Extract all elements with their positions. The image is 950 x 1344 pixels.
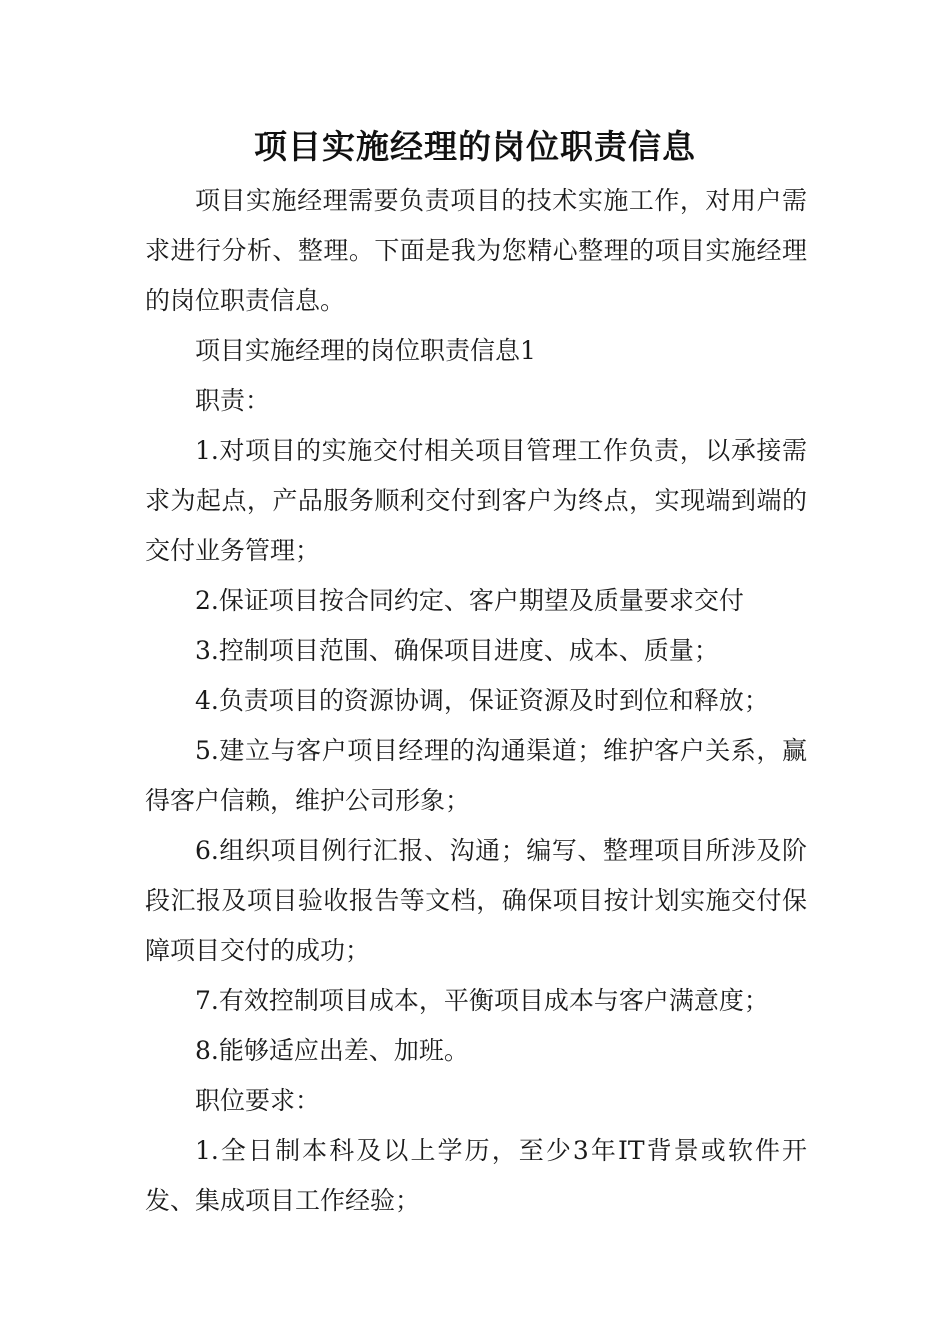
duty-item: 3.控制项目范围、确保项目进度、成本、质量； bbox=[195, 636, 719, 665]
duty-item: 6.组织项目例行汇报、沟通；编写、整理项目所涉及阶段汇报及项目验收报告等文档，确保项目按计划实施交付保障项目交付的成功； bbox=[145, 836, 807, 965]
duty-item: 1.对项目的实施交付相关项目管理工作负责，以承接需求为起点，产品服务顺利交付到客户为终点，实现端到端的交付业务管理； bbox=[145, 436, 807, 565]
document-title: 项目实施经理的岗位职责信息 bbox=[254, 127, 696, 166]
duty-item: 2.保证项目按合同约定、客户期望及质量要求交付 bbox=[195, 586, 744, 615]
document-body bbox=[145, 176, 807, 1226]
duty-item: 7.有效控制项目成本，平衡项目成本与客户满意度； bbox=[195, 986, 769, 1015]
requirement-item: 1.全日制本科及以上学历，至少3年IT背景或软件开发、集成项目工作经验； bbox=[145, 1136, 807, 1215]
duty-item: 8.能够适应出差、加班。 bbox=[195, 1036, 469, 1065]
requirements-label: 职位要求： bbox=[195, 1086, 321, 1115]
duty-item: 4.负责项目的资源协调，保证资源及时到位和释放； bbox=[195, 686, 769, 715]
section-heading: 项目实施经理的岗位职责信息1 bbox=[195, 336, 536, 365]
duty-item: 5.建立与客户项目经理的沟通渠道；维护客户关系，赢得客户信赖，维护公司形象； bbox=[145, 736, 807, 815]
intro-paragraph: 项目实施经理需要负责项目的技术实施工作，对用户需求进行分析、整理。下面是我为您精心整理的项目实施经理的岗位职责信息。 bbox=[145, 186, 807, 315]
duties-label: 职责： bbox=[195, 386, 271, 415]
